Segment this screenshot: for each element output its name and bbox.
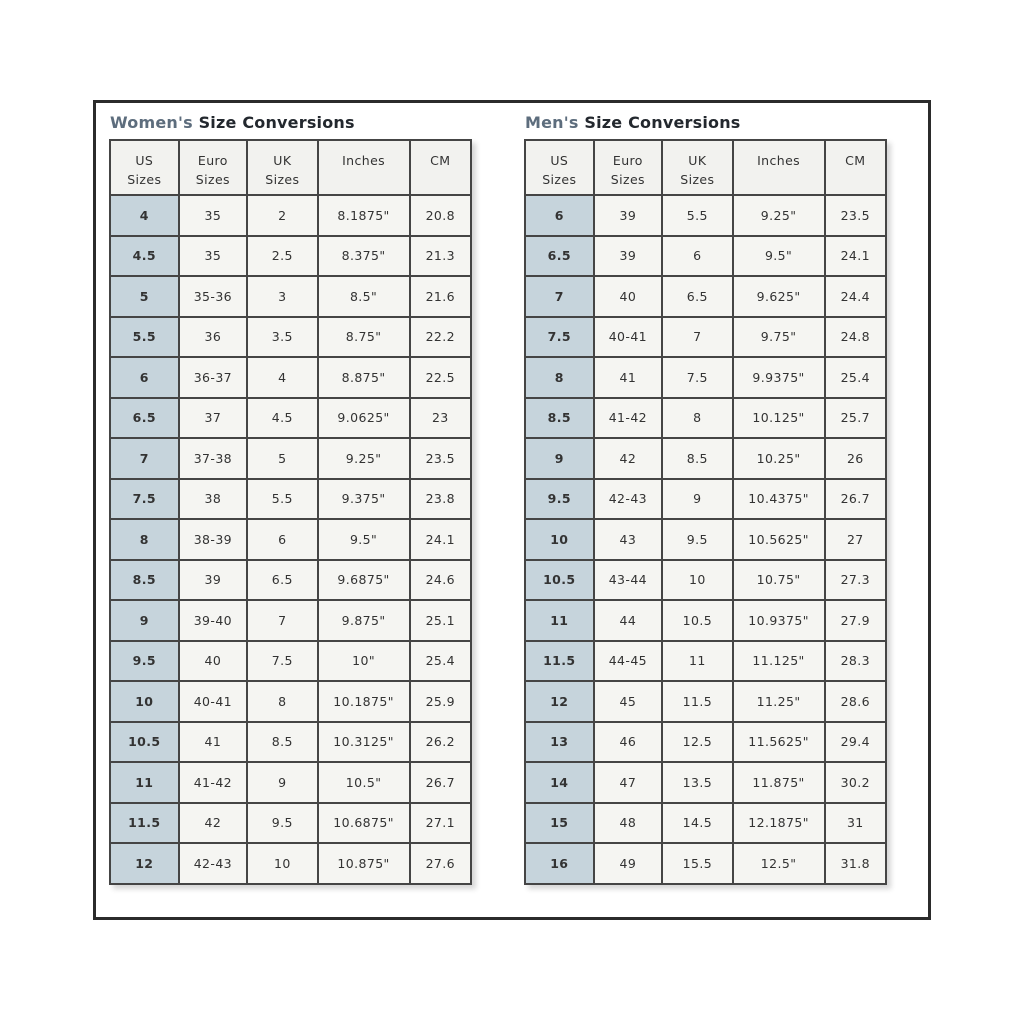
table-cell: 6.5 — [662, 276, 732, 317]
table-row — [110, 843, 471, 884]
mens-table-header — [525, 140, 886, 195]
column-header: UK Sizes — [662, 140, 732, 195]
mens-size-table — [524, 139, 887, 885]
table-cell: 42-43 — [594, 479, 663, 520]
table-cell: 39 — [594, 236, 663, 277]
table-cell: 10 — [247, 843, 317, 884]
table-cell: 9.5 — [247, 803, 317, 844]
table-row — [525, 560, 886, 601]
table-cell: 28.6 — [825, 681, 886, 722]
table-cell: 3 — [247, 276, 317, 317]
table-row — [525, 317, 886, 358]
tables-container — [109, 112, 916, 885]
womens-table-title — [110, 113, 472, 132]
column-header: Euro Sizes — [594, 140, 663, 195]
table-cell: 35 — [179, 236, 248, 277]
table-cell: 8.375" — [318, 236, 410, 277]
table-cell: 8.875" — [318, 357, 410, 398]
table-row — [110, 803, 471, 844]
table-cell: 9 — [662, 479, 732, 520]
table-cell: 6 — [247, 519, 317, 560]
table-cell: 39 — [594, 195, 663, 236]
table-cell: 25.9 — [410, 681, 471, 722]
table-row — [110, 519, 471, 560]
table-cell: 41 — [179, 722, 248, 763]
us-size-cell: 7 — [525, 276, 594, 317]
table-row — [110, 236, 471, 277]
table-cell: 21.3 — [410, 236, 471, 277]
table-cell: 11.5625" — [733, 722, 825, 763]
table-row — [525, 236, 886, 277]
table-cell: 9.0625" — [318, 398, 410, 439]
table-cell: 28.3 — [825, 641, 886, 682]
table-cell: 8.75" — [318, 317, 410, 358]
table-cell: 43-44 — [594, 560, 663, 601]
table-row — [110, 722, 471, 763]
table-cell: 12.5" — [733, 843, 825, 884]
table-cell: 40 — [594, 276, 663, 317]
table-cell: 48 — [594, 803, 663, 844]
table-cell: 41-42 — [594, 398, 663, 439]
mens-table-title — [525, 113, 887, 132]
table-row — [525, 722, 886, 763]
table-cell: 22.2 — [410, 317, 471, 358]
table-cell: 23.8 — [410, 479, 471, 520]
table-row — [110, 641, 471, 682]
table-cell: 7.5 — [247, 641, 317, 682]
table-cell: 37 — [179, 398, 248, 439]
us-size-cell: 9.5 — [110, 641, 179, 682]
column-header: Euro Sizes — [179, 140, 248, 195]
table-cell: 23.5 — [825, 195, 886, 236]
us-size-cell: 6.5 — [525, 236, 594, 277]
table-cell: 44-45 — [594, 641, 663, 682]
womens-table-header — [110, 140, 471, 195]
mens-table-body — [525, 195, 886, 884]
table-cell: 2.5 — [247, 236, 317, 277]
table-cell: 9.5" — [318, 519, 410, 560]
table-cell: 9.875" — [318, 600, 410, 641]
table-cell: 24.8 — [825, 317, 886, 358]
us-size-cell: 7.5 — [110, 479, 179, 520]
table-cell: 10.5" — [318, 762, 410, 803]
table-cell: 4.5 — [247, 398, 317, 439]
mens-section — [524, 112, 887, 885]
table-cell: 39-40 — [179, 600, 248, 641]
us-size-cell: 9 — [525, 438, 594, 479]
table-cell: 7 — [662, 317, 732, 358]
table-cell: 24.4 — [825, 276, 886, 317]
us-size-cell: 12 — [525, 681, 594, 722]
table-cell: 31.8 — [825, 843, 886, 884]
table-cell: 9.625" — [733, 276, 825, 317]
table-cell: 5 — [247, 438, 317, 479]
table-row — [110, 560, 471, 601]
table-cell: 27.3 — [825, 560, 886, 601]
table-cell: 9.6875" — [318, 560, 410, 601]
us-size-cell: 6 — [110, 357, 179, 398]
us-size-cell: 9.5 — [525, 479, 594, 520]
us-size-cell: 11.5 — [110, 803, 179, 844]
table-cell: 6 — [662, 236, 732, 277]
table-row — [525, 843, 886, 884]
table-cell: 10.3125" — [318, 722, 410, 763]
us-size-cell: 10 — [110, 681, 179, 722]
table-cell: 11.5 — [662, 681, 732, 722]
us-size-cell: 9 — [110, 600, 179, 641]
mens-title-accent: Men's — [525, 113, 579, 132]
table-row — [525, 438, 886, 479]
table-cell: 26 — [825, 438, 886, 479]
table-cell: 40 — [179, 641, 248, 682]
table-row — [525, 762, 886, 803]
table-cell: 23 — [410, 398, 471, 439]
table-cell: 45 — [594, 681, 663, 722]
us-size-cell: 11.5 — [525, 641, 594, 682]
womens-section — [109, 112, 472, 885]
table-cell: 9.75" — [733, 317, 825, 358]
table-cell: 38-39 — [179, 519, 248, 560]
table-cell: 31 — [825, 803, 886, 844]
table-cell: 35 — [179, 195, 248, 236]
table-cell: 15.5 — [662, 843, 732, 884]
size-conversion-panel — [93, 100, 931, 920]
table-cell: 9 — [247, 762, 317, 803]
table-cell: 27.9 — [825, 600, 886, 641]
table-cell: 25.4 — [410, 641, 471, 682]
table-cell: 8 — [247, 681, 317, 722]
us-size-cell: 12 — [110, 843, 179, 884]
table-cell: 46 — [594, 722, 663, 763]
table-cell: 24.6 — [410, 560, 471, 601]
column-header: US Sizes — [110, 140, 179, 195]
table-cell: 38 — [179, 479, 248, 520]
table-cell: 2 — [247, 195, 317, 236]
us-size-cell: 8 — [110, 519, 179, 560]
table-cell: 10" — [318, 641, 410, 682]
mens-title-rest: Size Conversions — [578, 113, 741, 132]
us-size-cell: 16 — [525, 843, 594, 884]
table-cell: 24.1 — [410, 519, 471, 560]
table-cell: 7.5 — [662, 357, 732, 398]
table-cell: 43 — [594, 519, 663, 560]
table-cell: 10 — [662, 560, 732, 601]
us-size-cell: 4 — [110, 195, 179, 236]
table-row — [110, 398, 471, 439]
us-size-cell: 14 — [525, 762, 594, 803]
table-cell: 37-38 — [179, 438, 248, 479]
table-cell: 26.2 — [410, 722, 471, 763]
column-header: US Sizes — [525, 140, 594, 195]
column-header: UK Sizes — [247, 140, 317, 195]
table-cell: 40-41 — [594, 317, 663, 358]
womens-title-rest: Size Conversions — [192, 113, 355, 132]
us-size-cell: 10.5 — [110, 722, 179, 763]
table-cell: 9.5 — [662, 519, 732, 560]
table-cell: 36-37 — [179, 357, 248, 398]
column-header: CM — [825, 140, 886, 195]
table-cell: 27 — [825, 519, 886, 560]
table-cell: 25.4 — [825, 357, 886, 398]
table-cell: 10.875" — [318, 843, 410, 884]
us-size-cell: 6.5 — [110, 398, 179, 439]
table-cell: 22.5 — [410, 357, 471, 398]
table-row — [525, 276, 886, 317]
table-cell: 40-41 — [179, 681, 248, 722]
table-cell: 10.4375" — [733, 479, 825, 520]
table-row — [110, 276, 471, 317]
table-cell: 27.6 — [410, 843, 471, 884]
table-cell: 10.125" — [733, 398, 825, 439]
table-cell: 9.9375" — [733, 357, 825, 398]
table-row — [525, 479, 886, 520]
table-row — [110, 357, 471, 398]
table-cell: 5.5 — [662, 195, 732, 236]
us-size-cell: 10 — [525, 519, 594, 560]
table-row — [525, 803, 886, 844]
table-cell: 41-42 — [179, 762, 248, 803]
table-cell: 27.1 — [410, 803, 471, 844]
us-size-cell: 8.5 — [110, 560, 179, 601]
table-row — [110, 317, 471, 358]
table-row — [525, 600, 886, 641]
table-cell: 41 — [594, 357, 663, 398]
column-header: Inches — [733, 140, 825, 195]
table-row — [110, 600, 471, 641]
table-cell: 12.5 — [662, 722, 732, 763]
table-row — [525, 357, 886, 398]
table-cell: 9.5" — [733, 236, 825, 277]
table-cell: 8.5" — [318, 276, 410, 317]
table-row — [525, 641, 886, 682]
table-cell: 10.6875" — [318, 803, 410, 844]
table-cell: 12.1875" — [733, 803, 825, 844]
table-cell: 14.5 — [662, 803, 732, 844]
table-cell: 29.4 — [825, 722, 886, 763]
table-cell: 30.2 — [825, 762, 886, 803]
womens-title-accent: Women's — [110, 113, 193, 132]
table-cell: 35-36 — [179, 276, 248, 317]
us-size-cell: 8 — [525, 357, 594, 398]
table-cell: 26.7 — [410, 762, 471, 803]
table-cell: 47 — [594, 762, 663, 803]
table-row — [110, 762, 471, 803]
table-cell: 4 — [247, 357, 317, 398]
table-row — [110, 479, 471, 520]
table-row — [110, 195, 471, 236]
us-size-cell: 8.5 — [525, 398, 594, 439]
womens-size-table — [109, 139, 472, 885]
table-cell: 44 — [594, 600, 663, 641]
table-cell: 21.6 — [410, 276, 471, 317]
table-cell: 25.1 — [410, 600, 471, 641]
table-cell: 8.1875" — [318, 195, 410, 236]
table-cell: 26.7 — [825, 479, 886, 520]
table-row — [110, 438, 471, 479]
table-cell: 7 — [247, 600, 317, 641]
table-cell: 11.125" — [733, 641, 825, 682]
us-size-cell: 5.5 — [110, 317, 179, 358]
table-cell: 9.25" — [318, 438, 410, 479]
table-cell: 10.5625" — [733, 519, 825, 560]
table-cell: 24.1 — [825, 236, 886, 277]
table-cell: 39 — [179, 560, 248, 601]
table-cell: 5.5 — [247, 479, 317, 520]
table-cell: 42 — [179, 803, 248, 844]
table-cell: 23.5 — [410, 438, 471, 479]
table-cell: 42 — [594, 438, 663, 479]
table-cell: 8.5 — [662, 438, 732, 479]
us-size-cell: 13 — [525, 722, 594, 763]
column-header: CM — [410, 140, 471, 195]
table-cell: 10.9375" — [733, 600, 825, 641]
column-header: Inches — [318, 140, 410, 195]
table-cell: 10.1875" — [318, 681, 410, 722]
table-cell: 3.5 — [247, 317, 317, 358]
table-cell: 6.5 — [247, 560, 317, 601]
table-cell: 11.875" — [733, 762, 825, 803]
table-cell: 9.25" — [733, 195, 825, 236]
table-cell: 10.75" — [733, 560, 825, 601]
table-row — [525, 681, 886, 722]
table-cell: 49 — [594, 843, 663, 884]
us-size-cell: 11 — [525, 600, 594, 641]
table-cell: 8 — [662, 398, 732, 439]
us-size-cell: 4.5 — [110, 236, 179, 277]
womens-table-body — [110, 195, 471, 884]
table-cell: 10.25" — [733, 438, 825, 479]
us-size-cell: 6 — [525, 195, 594, 236]
table-row — [110, 681, 471, 722]
us-size-cell: 15 — [525, 803, 594, 844]
table-cell: 13.5 — [662, 762, 732, 803]
us-size-cell: 7.5 — [525, 317, 594, 358]
us-size-cell: 11 — [110, 762, 179, 803]
table-cell: 42-43 — [179, 843, 248, 884]
us-size-cell: 7 — [110, 438, 179, 479]
table-cell: 11 — [662, 641, 732, 682]
table-row — [525, 195, 886, 236]
table-cell: 36 — [179, 317, 248, 358]
table-cell: 11.25" — [733, 681, 825, 722]
table-cell: 9.375" — [318, 479, 410, 520]
table-cell: 20.8 — [410, 195, 471, 236]
table-cell: 25.7 — [825, 398, 886, 439]
table-cell: 8.5 — [247, 722, 317, 763]
table-row — [525, 519, 886, 560]
table-cell: 10.5 — [662, 600, 732, 641]
us-size-cell: 5 — [110, 276, 179, 317]
us-size-cell: 10.5 — [525, 560, 594, 601]
table-row — [525, 398, 886, 439]
